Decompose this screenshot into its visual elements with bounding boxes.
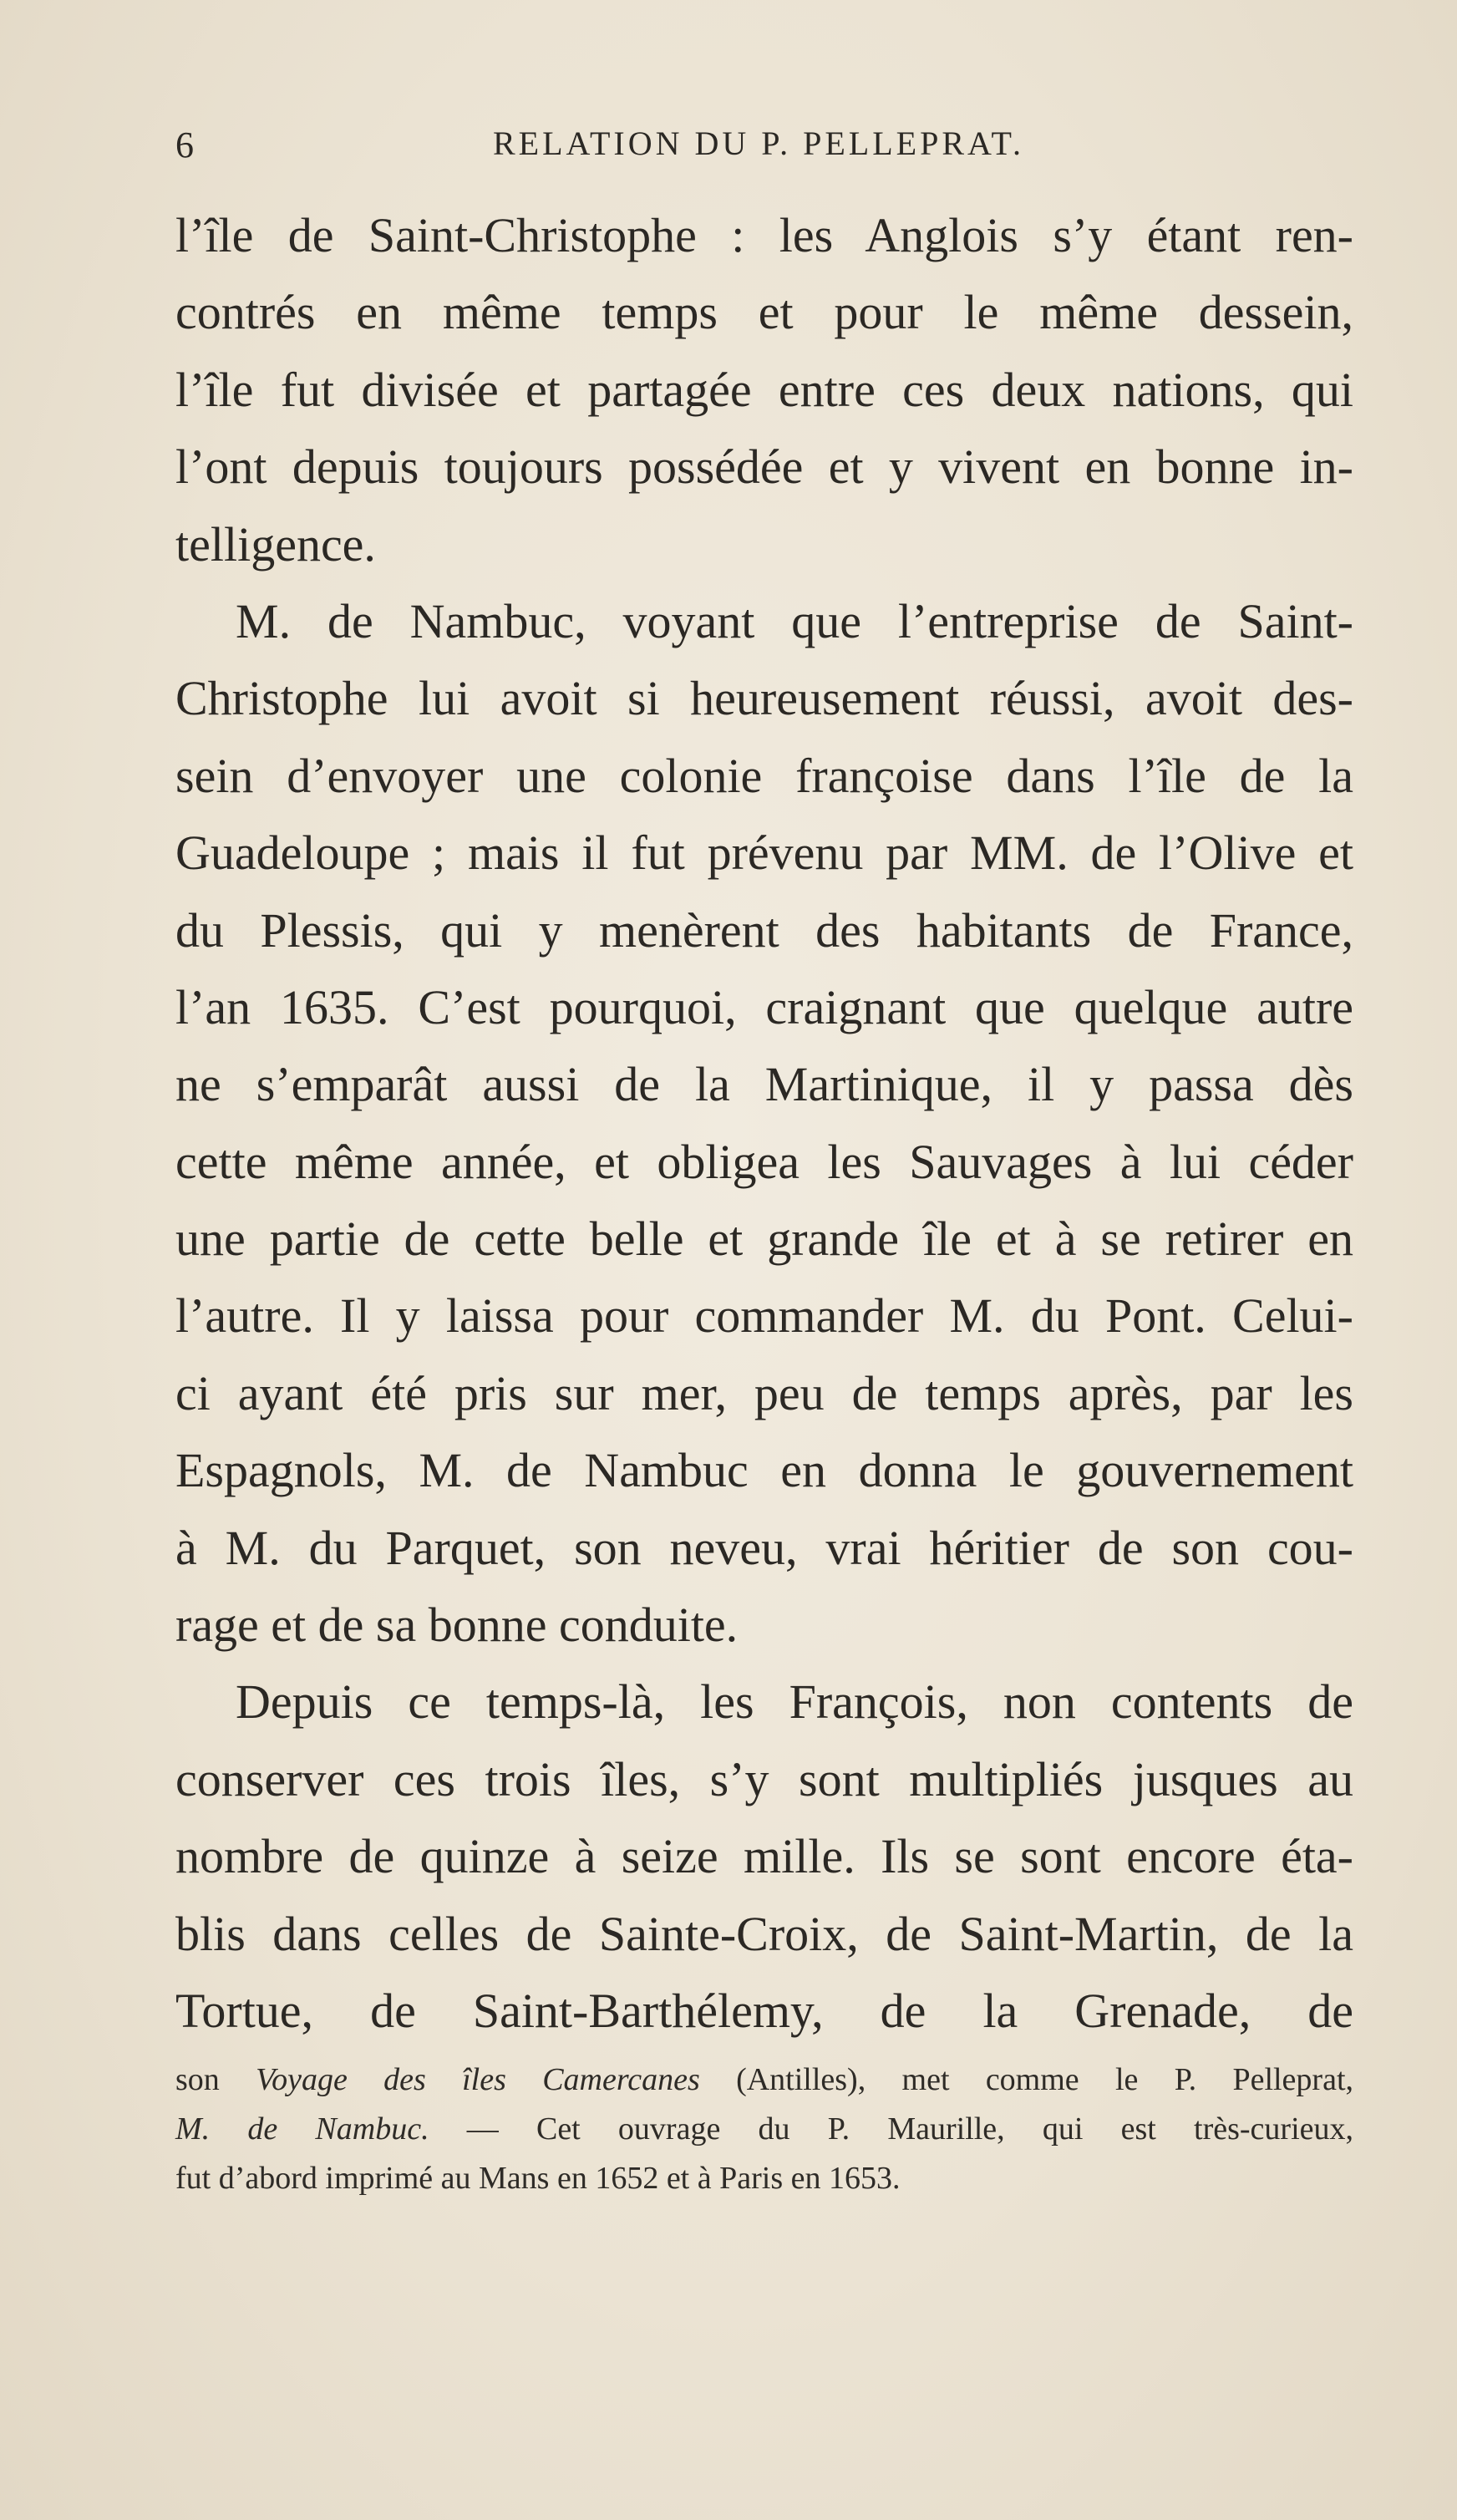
text-line: une partie de cette belle et grande île et à se retirer en: [175, 1212, 1353, 1267]
running-head: RELATION DU P. PELLEPRAT.: [493, 124, 1024, 162]
body-text: [175, 197, 1353, 2050]
page-number: 6: [175, 124, 195, 165]
text-line: conserver ces trois îles, s’y sont multipliés jusques au: [175, 1751, 1353, 1806]
text-line: Espagnols, M. de Nambuc en donna le gouvernement: [175, 1443, 1353, 1498]
text-line: M. de Nambuc, voyant que l’entreprise de Saint-: [236, 593, 1353, 648]
text-line: telligence.: [175, 516, 376, 572]
footnote-line: [175, 2055, 1353, 2105]
footnote-text: son: [175, 2062, 256, 2097]
page-header: [175, 124, 1345, 174]
footnote-line: [175, 2105, 1353, 2154]
text-line: l’île de Saint-Christophe : les Anglois s’y étant ren-: [175, 208, 1353, 262]
footnote: [175, 2055, 1353, 2203]
text-line: Tortue, de Saint-Barthélemy, de la Grenade, de: [175, 1983, 1353, 2038]
text-line: rage et de sa bonne conduite.: [175, 1598, 739, 1653]
text-line: à M. du Parquet, son neveu, vrai héritier de son cou-: [175, 1520, 1353, 1575]
text-line: l’an 1635. C’est pourquoi, craignant que quelque autre: [175, 979, 1353, 1034]
footnote-text: (Antilles), met comme le P. Pelleprat,: [699, 2062, 1354, 2097]
text-line: nombre de quinze à seize mille. Ils se sont encore éta-: [175, 1829, 1353, 1884]
text-line: l’ont depuis toujours possédée et y vivent en bonne in-: [175, 439, 1353, 495]
text-line: Depuis ce temps-là, les François, non contents de: [236, 1674, 1353, 1730]
text-line: ne s’emparât aussi de la Martinique, il y passa dès: [175, 1057, 1353, 1112]
text-line: contrés en même temps et pour le même dessein,: [175, 285, 1353, 340]
text-line: blis dans celles de Sainte-Croix, de Saint-Martin, de la: [175, 1906, 1353, 1961]
text-line: cette même année, et obligea les Sauvages à lui céder: [175, 1134, 1353, 1189]
footnote-text: — Cet ouvrage du P. Maurille, qui est très-curieux,: [429, 2111, 1353, 2147]
footnote-line: fut d’abord imprimé au Mans en 1652 et à Paris en 1653.: [175, 2161, 901, 2196]
footnote-title-italic: Voyage des îles Camercanes: [256, 2062, 700, 2097]
text-line: Christophe lui avoit si heureusement réussi, avoit des-: [175, 671, 1353, 726]
text-line: ci ayant été pris sur mer, peu de temps après, par les: [175, 1365, 1353, 1420]
text-line: du Plessis, qui y menèrent des habitants de France,: [175, 902, 1353, 958]
text-line: sein d’envoyer une colonie françoise dans l’île de la: [175, 748, 1353, 803]
text-line: l’autre. Il y laissa pour commander M. du Pont. Celui-: [175, 1288, 1353, 1344]
text-line: Guadeloupe ; mais il fut prévenu par MM. de l’Olive et: [175, 826, 1353, 881]
footnote-name-italic: M. de Nambuc.: [175, 2111, 429, 2147]
text-line: l’île fut divisée et partagée entre ces deux nations, qui: [175, 362, 1353, 417]
